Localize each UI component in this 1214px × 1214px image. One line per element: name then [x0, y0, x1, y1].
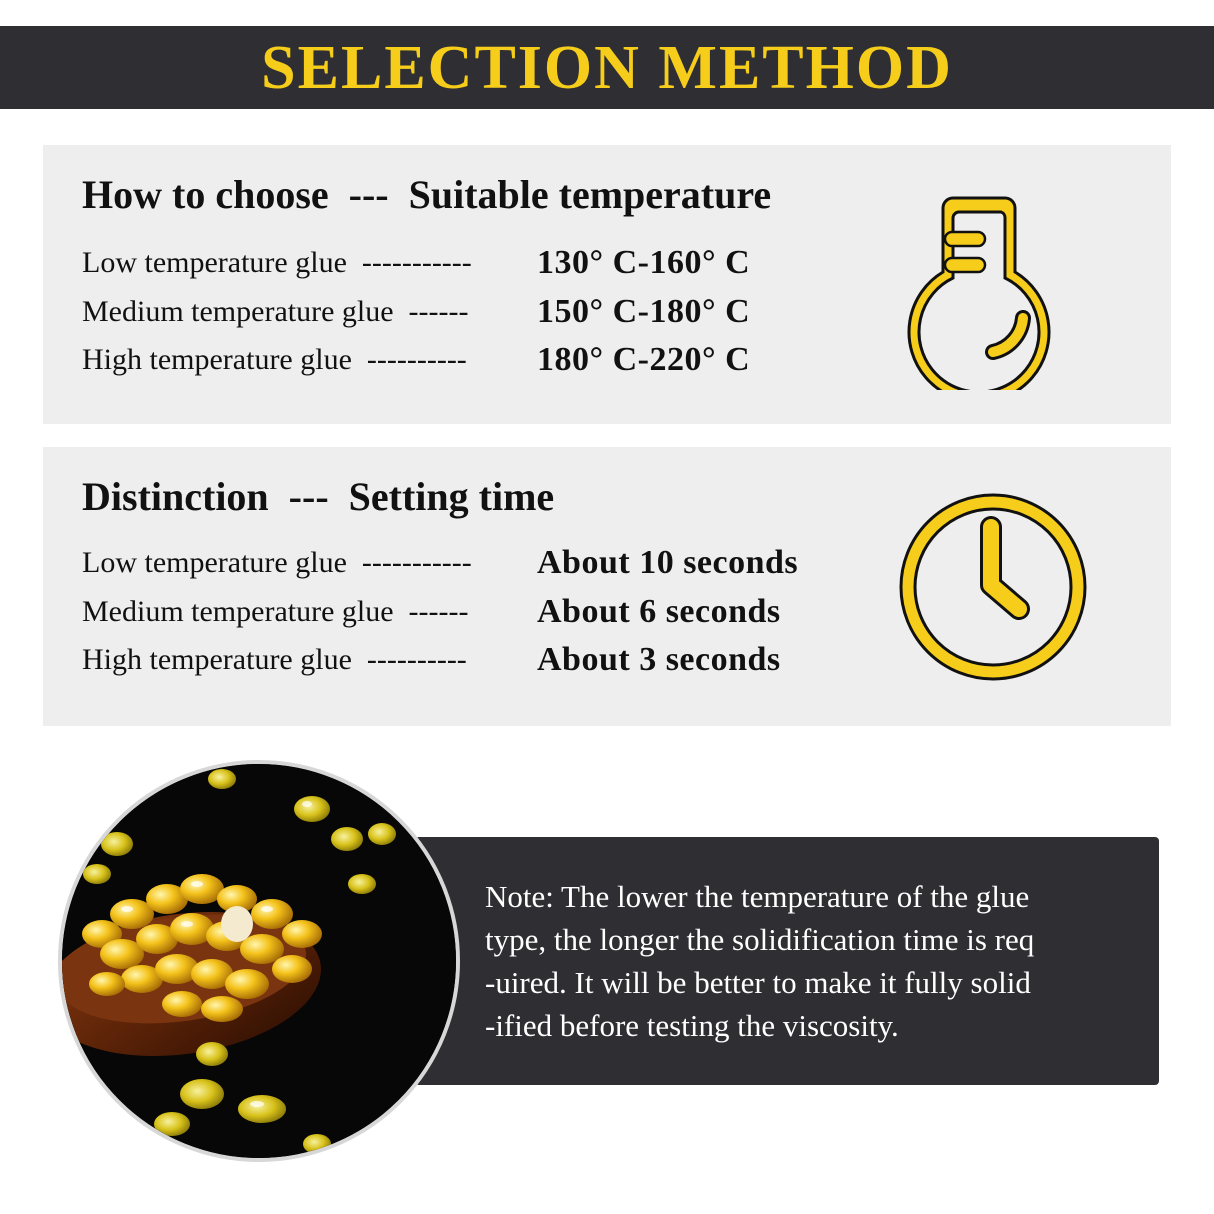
glue-pellets-illustration [62, 764, 456, 1158]
setting-time-heading: Distinction --- Setting time [82, 474, 555, 519]
page-title: SELECTION METHOD [261, 33, 953, 102]
setting-row-label: Low temperature glue ----------- [82, 546, 472, 579]
setting-row-value: About 6 seconds [537, 593, 781, 630]
temperature-row-medium [82, 293, 882, 337]
temperature-row-value: 130° C-160° C [537, 244, 751, 281]
glue-pellets-photo [58, 760, 460, 1162]
setting-row-value: About 10 seconds [537, 544, 799, 581]
thermometer-icon [905, 180, 1070, 390]
setting-row-low [82, 544, 882, 588]
note-text: Note: The lower the temperature of the glue type, the longer the solidification time is req -uired. It will be better to make it fully solid -ified before testing the viscosity. [485, 879, 1035, 1043]
temperature-row-value: 180° C-220° C [537, 341, 751, 378]
temperature-row-low [82, 244, 882, 288]
clock-icon [893, 485, 1093, 690]
temperature-heading: How to choose --- Suitable temperature [82, 172, 772, 217]
temperature-row-value: 150° C-180° C [537, 293, 751, 330]
note-box [415, 837, 1159, 1085]
setting-row-high [82, 641, 882, 685]
title-banner [0, 26, 1214, 109]
temperature-row-label: Medium temperature glue ------ [82, 295, 469, 328]
setting-row-value: About 3 seconds [537, 641, 781, 678]
temperature-row-label: Low temperature glue ----------- [82, 246, 472, 279]
setting-row-medium [82, 593, 882, 637]
setting-row-label: Medium temperature glue ------ [82, 595, 469, 628]
temperature-row-label: High temperature glue ---------- [82, 343, 467, 376]
temperature-row-high [82, 341, 882, 385]
setting-row-label: High temperature glue ---------- [82, 643, 467, 676]
